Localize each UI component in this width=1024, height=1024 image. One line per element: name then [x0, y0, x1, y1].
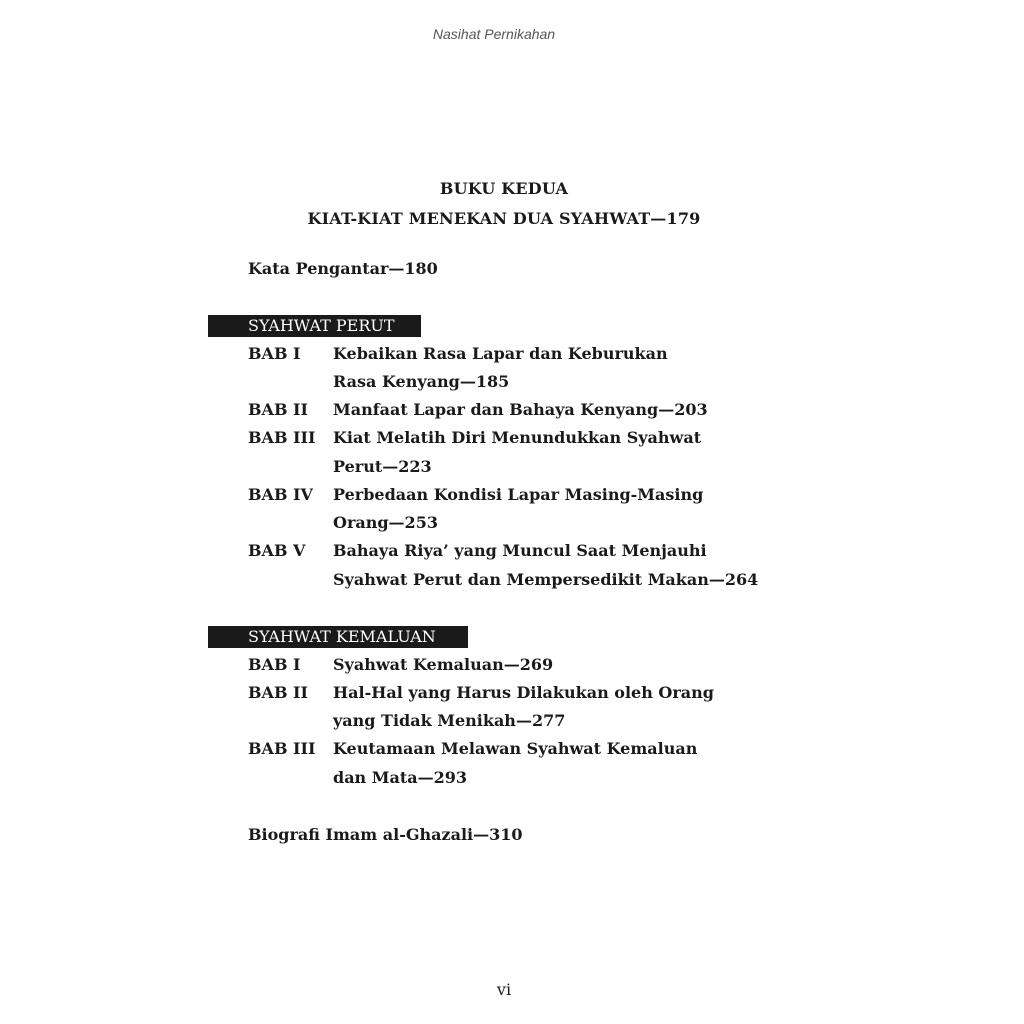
chapter-title: Hal-Hal yang Harus Dilakukan oleh Orang	[333, 683, 714, 702]
section-header-syahwat-perut: SYAHWAT PERUT	[208, 315, 421, 337]
toc-entry-intro: Kata Pengantar—180	[248, 259, 438, 278]
chapter-title: Syahwat Perut dan Mempersedikit Makan—264	[333, 570, 759, 589]
chapter-title: Keutamaan Melawan Syahwat Kemaluan	[333, 739, 698, 758]
chapter-label: BAB V	[248, 541, 306, 560]
book-part-title: BUKU KEDUA	[439, 179, 569, 198]
page-number: vi	[496, 980, 512, 999]
chapter-label: BAB I	[248, 344, 301, 363]
chapter-label: BAB II	[248, 400, 308, 419]
chapter-title: Kebaikan Rasa Lapar dan Keburukan	[333, 344, 668, 363]
chapter-title: Perbedaan Kondisi Lapar Masing-Masing	[333, 485, 704, 504]
toc-entry-biography: Biografi Imam al-Ghazali—310	[248, 825, 523, 844]
chapter-title: Perut—223	[333, 457, 432, 476]
chapter-label: BAB IV	[248, 485, 313, 504]
chapter-title: Kiat Melatih Diri Menundukkan Syahwat	[333, 428, 702, 447]
running-head: Nasihat Pernikahan	[432, 26, 556, 42]
chapter-label: BAB I	[248, 655, 301, 674]
chapter-label: BAB II	[248, 683, 308, 702]
chapter-label: BAB III	[248, 739, 316, 758]
section-header-syahwat-kemaluan: SYAHWAT KEMALUAN	[208, 626, 468, 648]
chapter-title: yang Tidak Menikah—277	[333, 711, 566, 730]
chapter-title: Orang—253	[333, 513, 438, 532]
chapter-title: Manfaat Lapar dan Bahaya Kenyang—203	[333, 400, 708, 419]
chapter-title: Rasa Kenyang—185	[333, 372, 510, 391]
chapter-label: BAB III	[248, 428, 316, 447]
book-subtitle: KIAT-KIAT MENEKAN DUA SYAHWAT—179	[307, 209, 701, 228]
chapter-title: Syahwat Kemaluan—269	[333, 655, 554, 674]
chapter-title: dan Mata—293	[333, 768, 467, 787]
chapter-title: Bahaya Riya’ yang Muncul Saat Menjauhi	[333, 541, 707, 560]
